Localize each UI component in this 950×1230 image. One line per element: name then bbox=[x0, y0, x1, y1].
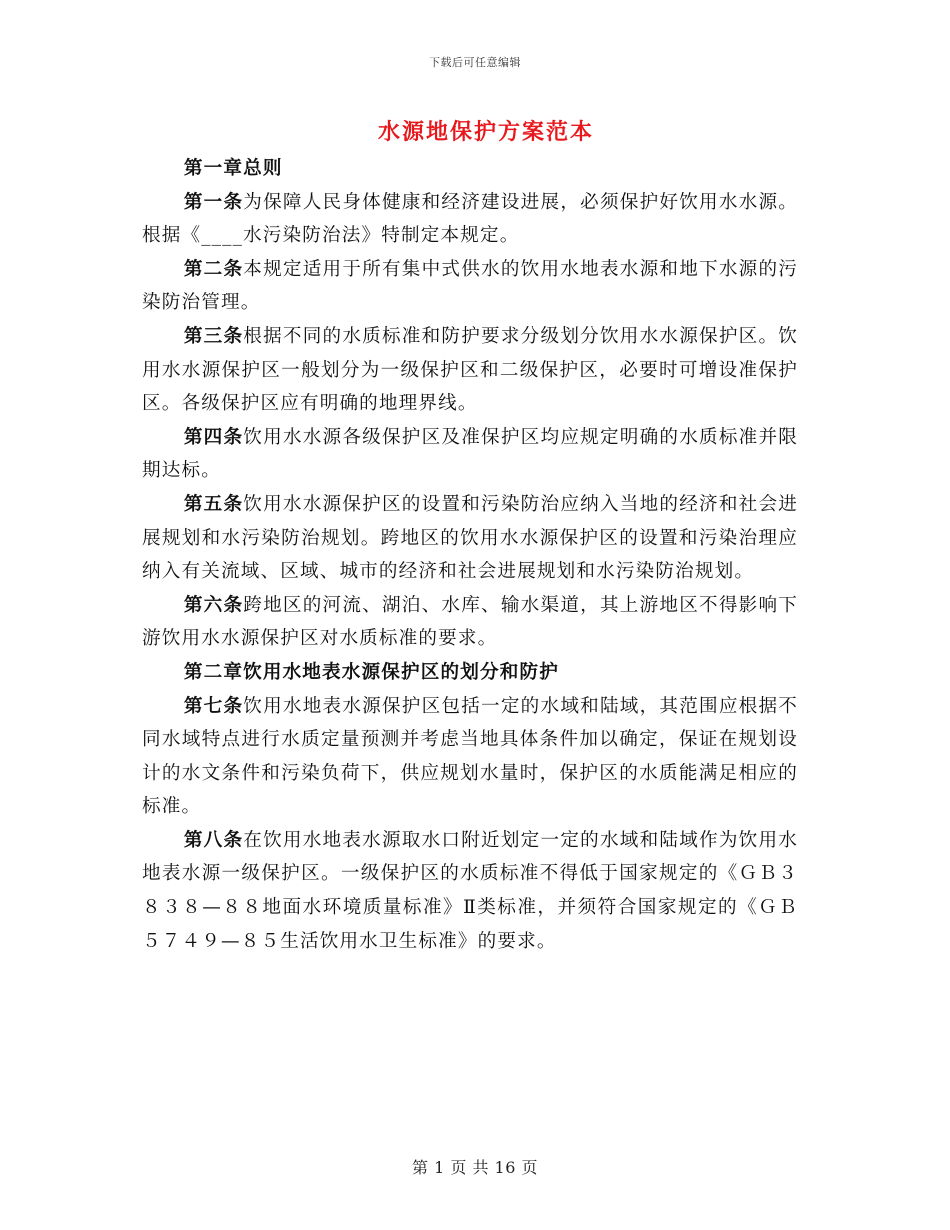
document-body bbox=[142, 152, 798, 958]
chapter-heading: 第一章总则 bbox=[183, 158, 283, 179]
article-text: 饮用水地表水源保护区包括一定的水域和陆域，其范围应根据不同水域特点进行水质定量预测并考虑当地具体条件加以确定，保证在规划设计的水文条件和污染负荷下，供应规划水量时，保护区的水质能满足相应的标准。 bbox=[142, 695, 799, 818]
article-text: 跨地区的河流、湖泊、水库、输水渠道，其上游地区不得影响下游饮用水水源保护区对水质标准的要求。 bbox=[142, 594, 799, 650]
article-paragraph bbox=[142, 253, 798, 320]
document-title: 水源地保护方案范本 bbox=[377, 119, 594, 145]
article-paragraph bbox=[142, 690, 798, 824]
article-paragraph bbox=[142, 824, 798, 958]
article-text: 为保障人民身体健康和经济建设进展，必须保护好饮用水水源。根据《____水污染防治法》特制定本规定。 bbox=[142, 191, 799, 247]
article-label: 第三条 bbox=[183, 325, 244, 347]
article-paragraph bbox=[142, 320, 798, 421]
article-paragraph bbox=[142, 488, 798, 589]
article-label: 第四条 bbox=[183, 426, 244, 448]
article-text: 饮用水水源各级保护区及准保护区均应规定明确的水质标准并限期达标。 bbox=[142, 426, 799, 482]
article-text: 本规定适用于所有集中式供水的饮用水地表水源和地下水源的污染防治管理。 bbox=[142, 258, 799, 314]
article-label: 第八条 bbox=[183, 829, 244, 851]
article-text: 根据不同的水质标准和防护要求分级划分饮用水水源保护区。饮用水水源保护区一般划分为一级保护区和二级保护区，必要时可增设准保护区。各级保护区应有明确的地理界线。 bbox=[142, 325, 799, 415]
article-label: 第五条 bbox=[183, 493, 244, 515]
article-paragraph bbox=[142, 421, 798, 488]
article-label: 第六条 bbox=[183, 594, 244, 616]
article-text: 在饮用水地表水源取水口附近划定一定的水域和陆域作为饮用水地表水源一级保护区。一级保护区的水质标准不得低于国家规定的《ＧＢ３８３８—８８地面水环境质量标准》Ⅱ类标准，并须符合国家规定的《ＧＢ５７４９—８５生活饮用水卫生标准》的要求。 bbox=[142, 829, 799, 952]
page-footer: 第 1 页 共 16 页 bbox=[412, 1158, 538, 1177]
article-label: 第七条 bbox=[183, 695, 244, 717]
article-label: 第一条 bbox=[183, 191, 244, 213]
chapter-heading: 第二章饮用水地表水源保护区的划分和防护 bbox=[183, 661, 559, 683]
article-text: 饮用水水源保护区的设置和污染防治应纳入当地的经济和社会进展规划和水污染防治规划。跨地区的饮用水水源保护区的设置和污染治理应纳入有关流域、区域、城市的经济和社会进展规划和水污染防治规划。 bbox=[142, 493, 799, 583]
article-label: 第二条 bbox=[183, 258, 244, 280]
article-paragraph bbox=[142, 186, 798, 253]
header-note: 下载后可任意编辑 bbox=[429, 56, 521, 69]
article-paragraph bbox=[142, 589, 798, 656]
